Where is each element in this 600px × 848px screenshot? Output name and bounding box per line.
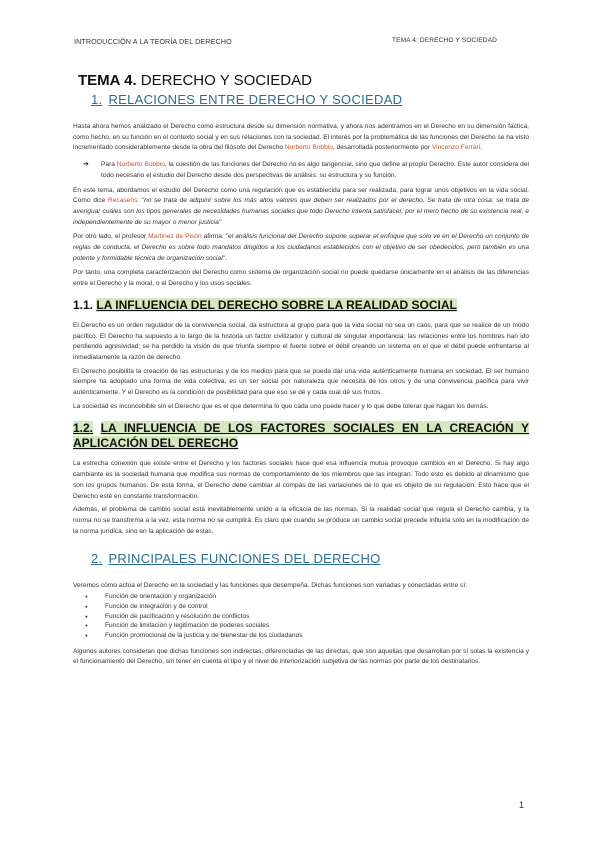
quote-recasens: "no se trata de adquirir sobre los más altos valores que deben ser realizados por el derecho. Se trata de otra cosa: se trata de averiguar cuáles son los tipos generales de necesidades humanas sociales que todo Derecho intenta satisfacer, por el mero hecho de su existencia real, e independientemente de su mayor o menor justicia": [73, 197, 529, 226]
p1-text-c: .: [480, 144, 482, 152]
arrow-icon: ➔: [83, 161, 89, 169]
running-header-right: TEMA 4: DERECHO Y SOCIEDAD: [392, 37, 497, 44]
quote-pison: "el análisis funcional del Derecho supone superar el enfoque que sólo ve en el Derecho un conjunto de reglas de conducta, el Derecho es sobre todo mandatos dirigidos a los ciudadanos establecidos con el objetivo de ser obedecidos, pero también es una potente y formidable técnica de organización social": [73, 233, 529, 262]
section-2-title: PRINCIPALES FUNCIONES DEL DERECHO: [108, 551, 381, 567]
title-text: DERECHO Y SOCIEDAD: [136, 72, 312, 89]
p4-text-a: Por otro lado, el profesor: [73, 233, 149, 241]
section-1-title: RELACIONES ENTRE DERECHO Y SOCIEDAD: [108, 92, 403, 107]
p4-text-b: afirma:: [201, 233, 226, 241]
paragraph-cambio-social: Además, el problema de cambio social está inevitablemente unido a la eficacia de las normas. Si la realidad social que regula el Derecho cambia, y la norma no se transforma a la vez, esta norma no se cumplirá. Es claro que cuando se produce un cambio social precede influirla sólo en la modificación de la norma jurídica, sino en la aplicación de estas.: [73, 506, 529, 535]
list-item: ● Función promocional de la justicia y de bienestar de los ciudadanos: [85, 631, 529, 641]
paragraph-funciones-indirectas: Algunos autores consideran que dichas funciones son indirectas, diferenciadas de las directas, que son aquellas que desarrollan por sí solas la existencia y el funcionamiento del Derecho, sin tener en cuenta el tipo y el nivel de interiorización subjetiva de las normas por parte de los destinatarios.: [73, 647, 529, 666]
list-item: ● Función de pacificación y resolución de conflictos: [85, 612, 529, 622]
paragraph-funciones-intro: Veremos cómo actúa el Derecho en la sociedad y las funciones que desempeña. Dichas funciones son variadas y conectadas entre sí:: [73, 582, 468, 590]
author-bobbio: Norberto Bobbio: [284, 144, 333, 152]
author-recasens: Recasens: [107, 197, 138, 205]
section-2-number: 2.: [91, 551, 103, 567]
p4-text-c: .: [224, 254, 227, 262]
section-1-2-heading: [73, 421, 529, 451]
author-ferrari: Vincenzo Ferrari: [431, 144, 481, 152]
section-2-heading: [91, 551, 529, 567]
section-1-2-title: LA INFLUENCIA DE LOS FACTORES SOCIALES EN LA CREACIÓN Y APLICACIÓN DEL DERECHO: [73, 421, 529, 451]
list-item: ● Función de limitación y legitimación de poderes sociales: [85, 621, 529, 631]
paragraph-sociedad: La sociedad es inconcebible sin el Derecho que es el que determina lo que cada uno puede hacer y lo que debe tolerar que hagan los demás.: [73, 402, 489, 410]
paragraph-conclusion: Por tanto, una completa caracterización del Derecho como sistema de organización social no puede quedarse únicamente en el análisis de las diferencias entre el Derecho y la moral, o el Derecho y los usos sociales.: [73, 269, 529, 288]
section-1-1-number: 1.1.: [73, 297, 94, 312]
p1-text-a: Hasta ahora hemos analizado el Derecho como estructura desde su dimensión normativa, y ahora nos adentramos en el Derecho en su dimensión fáctica, como hecho, en su función en el contexto social y en sus relaciones con la sociedad. El interés por la problemática de las funciones del Derecho se ha visto incrementado considerablemente desde la obra del filósofo del Derecho: [73, 123, 529, 152]
author-bobbio-2: Norberto Bobbio: [116, 161, 165, 169]
list-item: ● Función de orientación y organización: [85, 592, 529, 602]
page-title: [78, 72, 529, 90]
p2-text-b: , la cuestión de las funciones del Derecho no es algo tangencial, sino que define al propio Derecho. Este autor considera del todo necesario el estudio del Derecho desde dos perspectivas de análisis: su estructura y su función.: [101, 161, 529, 179]
author-pison: Martínez de Pisón: [148, 233, 202, 241]
section-1-number: 1.: [91, 92, 103, 107]
section-1-1-title: LA INFLUENCIA DEL DERECHO SOBRE LA REALIDAD SOCIAL: [96, 297, 457, 312]
page-number: 1: [519, 800, 525, 810]
funciones-list: [73, 592, 529, 641]
p3-text-a: En este tema, abordamos el estudio del Derecho como una regulación que es establecida para ser realizada, para lograr unos objetivos en la vida social. Como dice: [73, 186, 529, 205]
section-1-2-number: 1.2.: [73, 421, 94, 436]
section-1-1-heading: [73, 298, 529, 313]
paragraph-recasens: [73, 186, 529, 229]
p1-text-b: , desarrollada posteriormente por: [332, 144, 432, 152]
list-item: ● Función de integración y de control: [85, 602, 529, 612]
p3-text-b: :: [137, 197, 142, 205]
title-number: TEMA 4.: [78, 72, 137, 89]
paragraph-conexion: La estrecha conexión que existe entre el Derecho y los factores sociales hace que esa influencia mutua provoque cambios en el Derecho. Si hay algo cambiante es la sociedad humana que modifica sus normas de comportamiento de los miembros que las integran. Todo esto es debido al dinamismo que son los grupos humanos. De esta forma, el Derecho debe cambiar al compás de las variaciones de lo que es objeto de su regulación. Esto hace que el Derecho esté en constante transformación.: [73, 460, 529, 500]
running-header-left: INTRODUCCIÓN A LA TEORÍA DEL DERECHO: [74, 37, 232, 46]
paragraph-orden-regulador: El Derecho es un orden regulador de la convivencia social, da estructura al grupo para que la vida social no sea un caos, para que se realice de un modo pacífico. El Derecho ha supuesto a lo largo de la historia un factor civilizador y cultural de singular importancia: las relaciones entre los hombres han ido perdiendo agresividad; se ha perdido la visión de que triunfa siempre el fuerte sobre el débil creando un sistema en el que el débil puede enfrentarse al inmediatamente la razón de derecho.: [73, 321, 529, 361]
p2-text-a: Para: [101, 161, 117, 169]
arrow-list-item: [83, 160, 529, 181]
document-body: [73, 72, 529, 668]
paragraph-estructuras: El Derecho posibilita la creación de las estructuras y de los medios para que se pueda dar una vida auténticamente humana en sociedad. El ser humano siempre ha adoptado una forma de vida colectiva, es un ser social por naturaleza que necesita de los otros y de una convivencia pacífica para vivir auténticamente. Y el Derecho es la condición de posibilidad para que eso se dé y cada cual dé sus frutos.: [73, 367, 529, 397]
paragraph-bobbio: [101, 160, 529, 181]
paragraph-intro: [73, 122, 529, 154]
section-1-heading: [91, 92, 529, 108]
paragraph-pison: [73, 232, 529, 264]
